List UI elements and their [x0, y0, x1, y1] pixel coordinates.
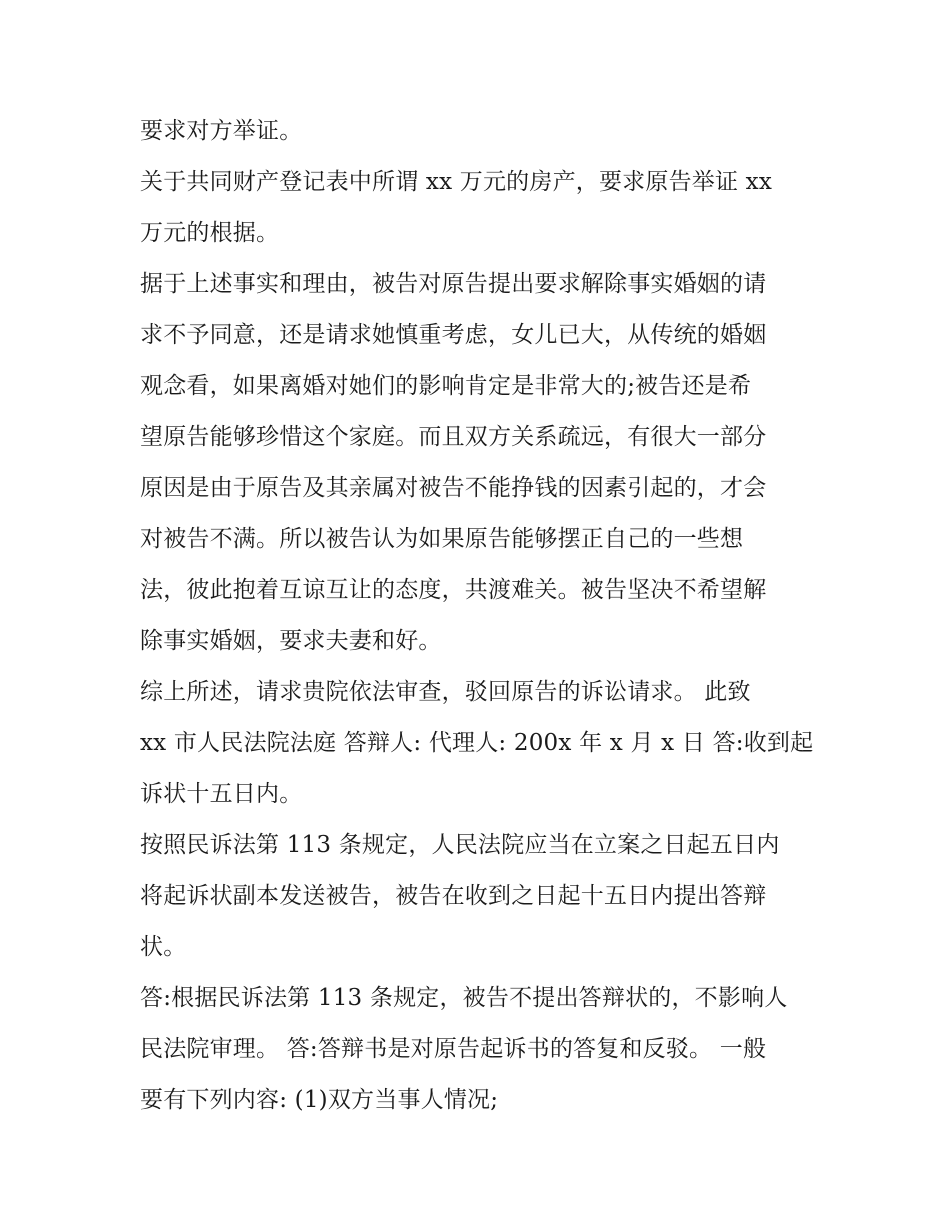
text-line: 民法院审理。 答:答辩书是对原告起诉书的答复和反驳。 一般	[140, 1036, 767, 1062]
text-line: 答:根据民诉法第 113 条规定，被告不提出答辩状的，不影响人	[140, 985, 788, 1011]
document-body	[140, 106, 815, 1126]
text-line: 法，彼此抱着互谅互让的态度，共渡难关。被告坚决不希望解	[140, 577, 767, 603]
text-line: 将起诉状副本发送被告，被告在收到之日起十五日内提出答辩	[140, 883, 767, 909]
text-line: 求不予同意，还是请求她慎重考虑，女儿已大，从传统的婚姻	[140, 322, 767, 348]
text-line: 状。	[140, 934, 187, 960]
text-line: 按照民诉法第 113 条规定，人民法院应当在立案之日起五日内	[140, 832, 780, 858]
text-line: 万元的根据。	[140, 220, 280, 246]
text-line: 原因是由于原告及其亲属对被告不能挣钱的因素引起的，才会	[140, 475, 767, 501]
text-line: 诉状十五日内。	[140, 781, 303, 807]
text-line: xx 市人民法院法庭 答辩人: 代理人: 200x 年 x 月 x 日 答:收到起	[140, 730, 814, 756]
text-line: 要求对方举证。	[140, 118, 303, 144]
text-line: 对被告不满。所以被告认为如果原告能够摆正自己的一些想	[140, 526, 744, 552]
text-line: 除事实婚姻，要求夫妻和好。	[140, 628, 442, 654]
text-line: 关于共同财产登记表中所谓 xx 万元的房产，要求原告举证 xx	[140, 169, 773, 195]
text-line: 据于上述事实和理由，被告对原告提出要求解除事实婚姻的请	[140, 271, 767, 297]
text-line: 综上所述，请求贵院依法审查，驳回原告的诉讼请求。 此致	[140, 679, 751, 705]
text-line: 观念看，如果离婚对她们的影响肯定是非常大的;被告还是希	[140, 373, 752, 399]
text-line: 望原告能够珍惜这个家庭。而且双方关系疏远，有很大一部分	[140, 424, 767, 450]
text-line: 要有下列内容: (1)双方当事人情况;	[140, 1087, 499, 1113]
